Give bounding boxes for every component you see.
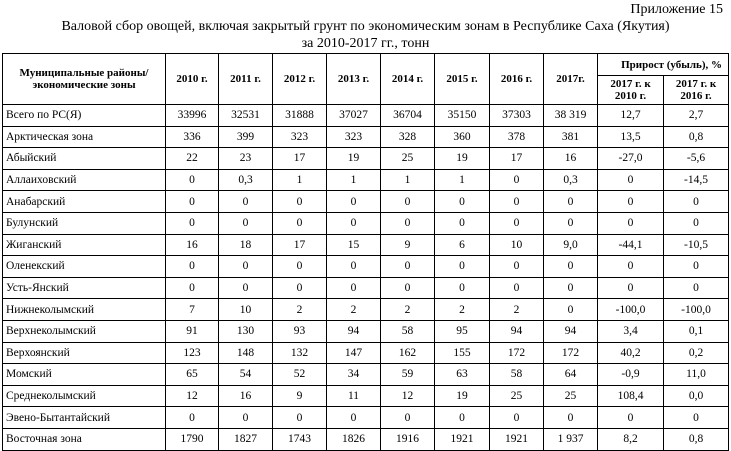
yield-value-cell: 1790 [166, 428, 219, 450]
growth-value-cell: 0 [598, 407, 664, 429]
appendix-label: Приложение 15 [630, 2, 723, 17]
region-name-cell: Нижнеколымский [3, 299, 166, 321]
yield-value-cell: 54 [219, 364, 273, 386]
yield-value-cell: 0 [166, 407, 219, 429]
yield-value-cell: 0 [435, 277, 490, 299]
yield-value-cell: 155 [435, 342, 490, 364]
yield-value-cell: 2 [490, 299, 544, 321]
yield-value-cell: 10 [490, 234, 544, 256]
yield-value-cell: 381 [544, 126, 598, 148]
table-subtitle: за 2010-2017 гг., тонн [301, 36, 430, 51]
region-name-cell: Верхоянский [3, 342, 166, 364]
yield-value-cell: 0 [435, 407, 490, 429]
yield-value-cell: 0 [166, 191, 219, 213]
yield-value-cell: 2 [273, 299, 327, 321]
yield-value-cell: 1 [435, 169, 490, 191]
growth-value-cell: 0,8 [664, 428, 729, 450]
yield-value-cell: 1827 [219, 428, 273, 450]
region-name-cell: Верхнеколымский [3, 320, 166, 342]
yield-value-cell: 1916 [381, 428, 435, 450]
yield-value-cell: 0 [273, 256, 327, 278]
yield-value-cell: 58 [381, 320, 435, 342]
yield-value-cell: 1921 [435, 428, 490, 450]
table-row [3, 342, 729, 364]
table-row [3, 256, 729, 278]
table-row [3, 320, 729, 342]
yield-value-cell: 0 [219, 407, 273, 429]
growth-value-cell: 0 [664, 407, 729, 429]
yield-value-cell: 64 [544, 364, 598, 386]
region-name-cell: Всего по РС(Я) [3, 105, 166, 127]
yield-value-cell: 0 [273, 407, 327, 429]
growth-value-cell: -44,1 [598, 234, 664, 256]
yield-value-cell: 2 [435, 299, 490, 321]
growth-value-cell: 0 [664, 212, 729, 234]
year-column-header: 2010 г. [166, 54, 219, 105]
yield-value-cell: 63 [435, 364, 490, 386]
yield-value-cell: 399 [219, 126, 273, 148]
yield-value-cell: 11 [327, 385, 381, 407]
yield-value-cell: 19 [435, 385, 490, 407]
yield-value-cell: 323 [273, 126, 327, 148]
region-name-cell: Абыйский [3, 148, 166, 170]
yield-value-cell: 0 [490, 212, 544, 234]
table-row [3, 364, 729, 386]
yield-value-cell: 16 [544, 148, 598, 170]
yield-value-cell: 0 [544, 256, 598, 278]
region-name-cell: Момский [3, 364, 166, 386]
region-name-cell: Эвено-Бытантайский [3, 407, 166, 429]
yield-value-cell: 22 [166, 148, 219, 170]
growth-value-cell: 0 [598, 212, 664, 234]
yield-value-cell: 0 [544, 407, 598, 429]
yield-value-cell: 0 [327, 407, 381, 429]
table-row [3, 299, 729, 321]
yield-value-cell: 0 [544, 212, 598, 234]
yield-value-cell: 93 [273, 320, 327, 342]
region-name-cell: Арктическая зона [3, 126, 166, 148]
table-row [3, 105, 729, 127]
year-column-header: 2011 г. [219, 54, 273, 105]
yield-value-cell: 0 [381, 212, 435, 234]
yield-value-cell: 1 [327, 169, 381, 191]
table-row [3, 191, 729, 213]
yield-value-cell: 94 [490, 320, 544, 342]
yield-value-cell: 172 [490, 342, 544, 364]
yield-value-cell: 9 [273, 385, 327, 407]
yield-value-cell: 0 [166, 256, 219, 278]
yield-value-cell: 0 [435, 191, 490, 213]
yield-value-cell: 0 [435, 256, 490, 278]
growth-value-cell: -0,9 [598, 364, 664, 386]
region-name-cell: Восточная зона [3, 428, 166, 450]
growth-subheader: 2017 г. к 2010 г. [598, 76, 664, 105]
yield-value-cell: 38 319 [544, 105, 598, 127]
yield-value-cell: 0 [490, 277, 544, 299]
yield-value-cell: 0 [273, 212, 327, 234]
yield-value-cell: 0 [327, 212, 381, 234]
yield-value-cell: 328 [381, 126, 435, 148]
yield-value-cell: 0 [327, 277, 381, 299]
yield-value-cell: 12 [381, 385, 435, 407]
growth-value-cell: 0 [664, 191, 729, 213]
yield-value-cell: 10 [219, 299, 273, 321]
region-name-cell: Аллаиховский [3, 169, 166, 191]
yield-value-cell: 147 [327, 342, 381, 364]
growth-value-cell: -100,0 [664, 299, 729, 321]
year-column-header: 2012 г. [273, 54, 327, 105]
yield-value-cell: 0 [490, 191, 544, 213]
table-row [3, 385, 729, 407]
yield-value-cell: 37027 [327, 105, 381, 127]
yield-value-cell: 132 [273, 342, 327, 364]
growth-value-cell: 108,4 [598, 385, 664, 407]
growth-value-cell: 2,7 [664, 105, 729, 127]
yield-value-cell: 162 [381, 342, 435, 364]
growth-value-cell: 0,2 [664, 342, 729, 364]
yield-value-cell: 130 [219, 320, 273, 342]
yield-value-cell: 36704 [381, 105, 435, 127]
yield-value-cell: 0 [544, 191, 598, 213]
growth-subheader: 2017 г. к 2016 г. [664, 76, 729, 105]
yield-value-cell: 37303 [490, 105, 544, 127]
table-row [3, 428, 729, 450]
yield-value-cell: 25 [490, 385, 544, 407]
yield-value-cell: 360 [435, 126, 490, 148]
yield-value-cell: 16 [166, 234, 219, 256]
year-column-header: 2013 г. [327, 54, 381, 105]
yield-value-cell: 0 [273, 191, 327, 213]
yield-value-cell: 336 [166, 126, 219, 148]
table-row [3, 126, 729, 148]
yield-value-cell: 0 [219, 212, 273, 234]
yield-value-cell: 0 [219, 256, 273, 278]
table-row [3, 148, 729, 170]
yield-value-cell: 0 [166, 212, 219, 234]
growth-value-cell: 13,5 [598, 126, 664, 148]
growth-value-cell: -5,6 [664, 148, 729, 170]
table-title: Валовой сбор овощей, включая закрытый грунт по экономическим зонам в Республике Саха (Якутия) [61, 19, 670, 34]
yield-value-cell: 1921 [490, 428, 544, 450]
growth-value-cell: 3,4 [598, 320, 664, 342]
growth-value-cell: 40,2 [598, 342, 664, 364]
yield-value-cell: 7 [166, 299, 219, 321]
yield-value-cell: 19 [327, 148, 381, 170]
table-row [3, 407, 729, 429]
yield-value-cell: 9 [381, 234, 435, 256]
yield-value-cell: 0 [273, 277, 327, 299]
yield-value-cell: 1 [273, 169, 327, 191]
region-name-cell: Анабарский [3, 191, 166, 213]
growth-value-cell: -14,5 [664, 169, 729, 191]
yield-value-cell: 0 [381, 407, 435, 429]
yield-value-cell: 0 [544, 277, 598, 299]
yield-value-cell: 0 [544, 299, 598, 321]
yield-value-cell: 0 [219, 277, 273, 299]
yield-value-cell: 35150 [435, 105, 490, 127]
yield-value-cell: 9,0 [544, 234, 598, 256]
yield-value-cell: 0 [490, 407, 544, 429]
yield-value-cell: 34 [327, 364, 381, 386]
yield-value-cell: 25 [381, 148, 435, 170]
year-column-header: 2016 г. [490, 54, 544, 105]
yield-value-cell: 19 [435, 148, 490, 170]
yield-value-cell: 323 [327, 126, 381, 148]
yield-value-cell: 0 [219, 191, 273, 213]
year-column-header: 2017г. [544, 54, 598, 105]
year-column-header: 2015 г. [435, 54, 490, 105]
yield-value-cell: 17 [273, 234, 327, 256]
growth-value-cell: 0 [598, 169, 664, 191]
growth-value-cell: 0 [664, 256, 729, 278]
yield-value-cell: 65 [166, 364, 219, 386]
yield-value-cell: 31888 [273, 105, 327, 127]
yield-value-cell: 148 [219, 342, 273, 364]
growth-value-cell: 0,1 [664, 320, 729, 342]
region-name-cell: Усть-Янский [3, 277, 166, 299]
growth-value-cell: -10,5 [664, 234, 729, 256]
growth-value-cell: 0 [664, 277, 729, 299]
yield-value-cell: 0 [381, 277, 435, 299]
yield-value-cell: 17 [273, 148, 327, 170]
year-column-header: 2014 г. [381, 54, 435, 105]
region-column-header: Муниципальные районы/ экономические зоны [3, 54, 166, 105]
table-row [3, 169, 729, 191]
yield-value-cell: 6 [435, 234, 490, 256]
growth-value-cell: 11,0 [664, 364, 729, 386]
yield-value-cell: 0 [166, 169, 219, 191]
table-body [3, 105, 729, 451]
yield-value-cell: 0 [381, 191, 435, 213]
yield-value-cell: 0 [381, 256, 435, 278]
yield-value-cell: 2 [381, 299, 435, 321]
yield-value-cell: 25 [544, 385, 598, 407]
yield-value-cell: 1 937 [544, 428, 598, 450]
yield-value-cell: 18 [219, 234, 273, 256]
region-name-cell: Булунский [3, 212, 166, 234]
yield-value-cell: 94 [544, 320, 598, 342]
table-row [3, 277, 729, 299]
yield-value-cell: 1743 [273, 428, 327, 450]
yield-value-cell: 94 [327, 320, 381, 342]
yield-value-cell: 91 [166, 320, 219, 342]
yield-value-cell: 1 [381, 169, 435, 191]
yield-value-cell: 2 [327, 299, 381, 321]
region-name-cell: Среднеколымский [3, 385, 166, 407]
growth-value-cell: 12,7 [598, 105, 664, 127]
yield-value-cell: 0 [327, 191, 381, 213]
growth-value-cell: 0,0 [664, 385, 729, 407]
yield-value-cell: 172 [544, 342, 598, 364]
yield-value-cell: 15 [327, 234, 381, 256]
data-table [2, 53, 729, 451]
yield-value-cell: 378 [490, 126, 544, 148]
growth-value-cell: -100,0 [598, 299, 664, 321]
yield-value-cell: 123 [166, 342, 219, 364]
yield-value-cell: 1826 [327, 428, 381, 450]
yield-value-cell: 52 [273, 364, 327, 386]
yield-value-cell: 0 [490, 256, 544, 278]
yield-value-cell: 0 [327, 256, 381, 278]
yield-value-cell: 0,3 [544, 169, 598, 191]
growth-value-cell: -27,0 [598, 148, 664, 170]
growth-value-cell: 8,2 [598, 428, 664, 450]
yield-value-cell: 58 [490, 364, 544, 386]
yield-value-cell: 17 [490, 148, 544, 170]
yield-value-cell: 16 [219, 385, 273, 407]
yield-value-cell: 0,3 [219, 169, 273, 191]
growth-value-cell: 0 [598, 256, 664, 278]
growth-column-header: Прирост (убыль), % [598, 54, 729, 76]
yield-value-cell: 95 [435, 320, 490, 342]
table-row [3, 234, 729, 256]
yield-value-cell: 12 [166, 385, 219, 407]
growth-value-cell: 0 [598, 191, 664, 213]
yield-value-cell: 59 [381, 364, 435, 386]
yield-value-cell: 0 [166, 277, 219, 299]
yield-value-cell: 0 [490, 169, 544, 191]
region-name-cell: Оленекский [3, 256, 166, 278]
yield-value-cell: 23 [219, 148, 273, 170]
table-row [3, 212, 729, 234]
growth-value-cell: 0,8 [664, 126, 729, 148]
growth-value-cell: 0 [598, 277, 664, 299]
yield-value-cell: 32531 [219, 105, 273, 127]
yield-value-cell: 33996 [166, 105, 219, 127]
region-name-cell: Жиганский [3, 234, 166, 256]
yield-value-cell: 0 [435, 212, 490, 234]
